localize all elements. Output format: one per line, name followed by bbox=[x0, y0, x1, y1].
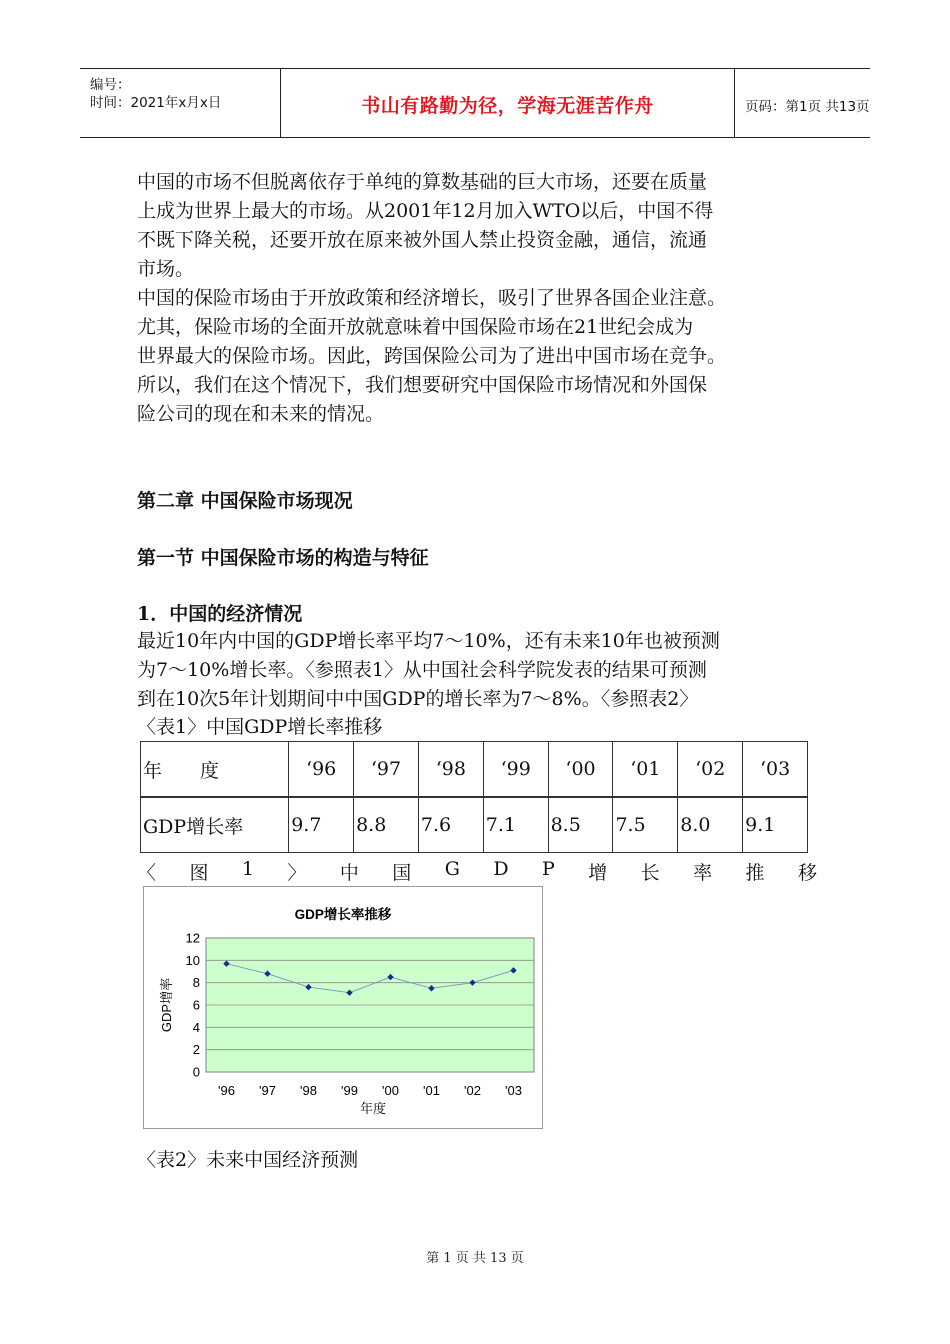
table2-caption: 〈表2〉未来中国经济预测 bbox=[137, 1149, 359, 1171]
table-value-cell: 8.0 bbox=[678, 797, 743, 853]
paragraph-line: 中国的市场不但脱离依存于单纯的算数基础的巨大市场，还要在质量 bbox=[137, 171, 708, 193]
caption-char: 移 bbox=[797, 862, 817, 884]
x-tick-label: '02 bbox=[464, 1083, 481, 1098]
paragraph-line: 险公司的现在和未来的情况。 bbox=[137, 403, 385, 425]
table-value-cell: 7.6 bbox=[418, 797, 483, 853]
x-tick-label: '97 bbox=[259, 1083, 276, 1098]
caption-char: D bbox=[493, 858, 509, 880]
x-tick-label: '96 bbox=[218, 1083, 235, 1098]
x-tick-label: '03 bbox=[505, 1083, 522, 1098]
table-row bbox=[141, 797, 808, 853]
caption-char: 1 bbox=[241, 858, 254, 880]
table-year-cell: ‘00 bbox=[548, 742, 613, 798]
table-value-cell: 7.1 bbox=[483, 797, 548, 853]
table-year-cell: ‘98 bbox=[418, 742, 483, 798]
caption-char: 推 bbox=[745, 862, 765, 884]
y-tick-labels bbox=[186, 931, 200, 1080]
caption-char: 〈 bbox=[137, 862, 157, 884]
header-page-cell bbox=[735, 69, 870, 137]
caption-char: 〉 bbox=[287, 862, 307, 884]
table-row bbox=[141, 742, 808, 798]
table-year-cell: ‘97 bbox=[354, 742, 419, 798]
caption-char: P bbox=[541, 858, 555, 880]
paragraph-line: 世界最大的保险市场。因此，跨国保险公司为了进出中国市场在竞争。 bbox=[137, 345, 727, 367]
table-header-cell: GDP增长率 bbox=[141, 797, 289, 853]
document-date-label: 时间：2021年x月x日 bbox=[90, 95, 222, 111]
page-header bbox=[80, 68, 870, 138]
table-year-cell: ‘03 bbox=[743, 742, 808, 798]
y-tick-label: 10 bbox=[185, 952, 200, 968]
paragraph-line: 上成为世界上最大的市场。从2001年12月加入WTO以后，中国不得 bbox=[137, 200, 714, 222]
chapter-title: 第二章 中国保险市场现况 bbox=[137, 490, 353, 512]
table-value-cell: 9.7 bbox=[289, 797, 354, 853]
y-tick-label: 4 bbox=[192, 1019, 200, 1035]
paragraph-line: 最近10年内中国的GDP增长率平均7～10%，还有未来10年也被预测 bbox=[137, 630, 720, 652]
table-header-cell: 年 度 bbox=[141, 742, 289, 798]
table-year-cell: ‘96 bbox=[289, 742, 354, 798]
table-value-cell: 8.5 bbox=[548, 797, 613, 853]
header-page-label: 页码：第1页 共13页 bbox=[745, 99, 870, 115]
table-year-cell: ‘99 bbox=[483, 742, 548, 798]
y-tick-label: 0 bbox=[192, 1064, 200, 1080]
paragraph-line: 尤其，保险市场的全面开放就意味着中国保险市场在21世纪会成为 bbox=[137, 316, 694, 338]
chart-svg bbox=[144, 887, 542, 1128]
paragraph-line: 不既下降关税，还要开放在原来被外国人禁止投资金融，通信，流通 bbox=[137, 229, 708, 251]
header-left-cell bbox=[80, 69, 280, 137]
table-value-cell: 7.5 bbox=[613, 797, 678, 853]
y-tick-label: 8 bbox=[192, 975, 200, 991]
paragraph-line: 为7～10%增长率。〈参照表1〉从中国社会科学院发表的结果可预测 bbox=[137, 659, 707, 681]
x-axis-label: 年度 bbox=[359, 1101, 387, 1116]
x-tick-label: '98 bbox=[300, 1083, 317, 1098]
caption-char: 中 bbox=[339, 862, 359, 884]
y-axis-label: GDP增率 bbox=[159, 977, 174, 1033]
caption-char: 增 bbox=[588, 862, 608, 884]
table-year-cell: ‘02 bbox=[678, 742, 743, 798]
gdp-growth-chart bbox=[143, 886, 543, 1129]
y-tick-label: 2 bbox=[192, 1042, 200, 1058]
header-motto: 书山有路勤为径，学海无涯苦作舟 bbox=[361, 95, 654, 117]
section-title: 第一节 中国保险市场的构造与特征 bbox=[137, 547, 429, 569]
paragraph-line: 中国的保险市场由于开放政策和经济增长，吸引了世界各国企业注意。 bbox=[137, 287, 727, 309]
caption-char: 长 bbox=[640, 862, 660, 884]
paragraph-line: 所以，我们在这个情况下，我们想要研究中国保险市场情况和外国保 bbox=[137, 374, 708, 396]
x-tick-label: '00 bbox=[382, 1083, 399, 1098]
table-year-cell: ‘01 bbox=[613, 742, 678, 798]
caption-char: 图 bbox=[189, 862, 209, 884]
figure1-caption bbox=[137, 858, 817, 885]
caption-char: G bbox=[444, 858, 460, 880]
y-tick-label: 12 bbox=[185, 930, 200, 946]
caption-char: 率 bbox=[693, 862, 713, 884]
chart-title: GDP增长率推移 bbox=[294, 907, 392, 922]
document-number-label: 编号： bbox=[90, 77, 131, 93]
table1-caption: 〈表1〉中国GDP增长率推移 bbox=[137, 716, 383, 738]
x-tick-label: '01 bbox=[423, 1083, 440, 1098]
y-tick-label: 6 bbox=[192, 997, 200, 1013]
gdp-growth-table bbox=[140, 741, 808, 851]
paragraph-line: 市场。 bbox=[137, 258, 195, 280]
page-footer: 第 1 页 共 13 页 bbox=[426, 1251, 524, 1266]
table-value-cell: 9.1 bbox=[743, 797, 808, 853]
x-tick-label: '99 bbox=[341, 1083, 358, 1098]
x-tick-labels bbox=[218, 1083, 522, 1098]
subsection-title: 1．中国的经济情况 bbox=[137, 603, 303, 625]
header-motto-cell bbox=[280, 69, 735, 137]
table-value-cell: 8.8 bbox=[354, 797, 419, 853]
paragraph-line: 到在10次5年计划期间中中国GDP的增长率为7～8%。〈参照表2〉 bbox=[137, 688, 699, 710]
caption-char: 国 bbox=[392, 862, 412, 884]
